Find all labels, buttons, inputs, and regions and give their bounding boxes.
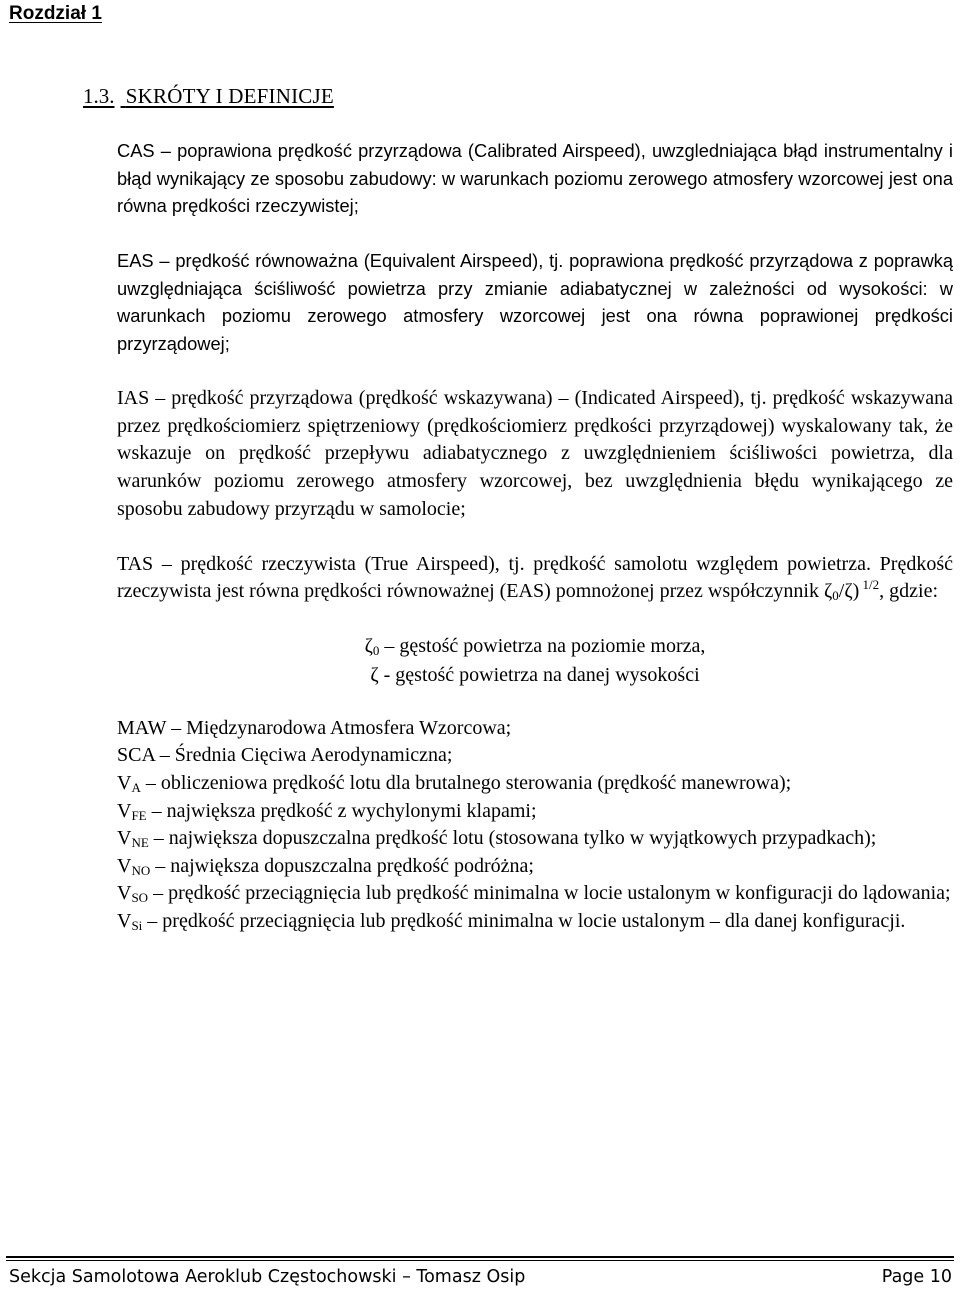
footer-rule-thin bbox=[6, 1260, 954, 1261]
paragraph-tas bbox=[117, 551, 953, 606]
vso-subscript: SO bbox=[131, 890, 149, 906]
section-title: SKRÓTY I DEFINICJE bbox=[125, 84, 334, 108]
vfe-subscript: FE bbox=[131, 807, 147, 823]
tas-ending: , gdzie: bbox=[879, 580, 939, 603]
document-body bbox=[117, 137, 953, 936]
vno-subscript: NO bbox=[131, 862, 151, 878]
definition-maw: MAW – Międzynarodowa Atmosfera Wzorcowa; bbox=[117, 716, 512, 739]
page-number: Page 10 bbox=[881, 1267, 952, 1287]
vsi-subscript: Si bbox=[131, 917, 143, 933]
definition-vfe: $V_{FE}$ – największa prędkość z wychylonymi klapami; bbox=[117, 799, 537, 823]
tas-exponent: 1/2 bbox=[862, 577, 880, 593]
section-number: 1.3. bbox=[83, 84, 115, 108]
tas-text: TAS – prędkość rzeczywista (True Airspeed), tj. prędkość samolotu względem powietrza. Prędkość rzeczywista jest równa prędkości równoważnej (EAS) pomnożonej przez współczynnik bbox=[117, 552, 953, 603]
definition-vne: $V_{NE}$ – największa dopuszczalna prędkość lotu (stosowana tylko w wyjątkowych przypadkach); bbox=[117, 827, 877, 851]
zeta0-subscript: 0 bbox=[372, 642, 380, 658]
chapter-header: Rozdział 1 bbox=[9, 3, 102, 24]
definition-vsi: $V_{Si}$ – prędkość przeciągnięcia lub prędkość minimalna w locie ustalonym – dla danej konfiguracji. bbox=[117, 909, 906, 933]
formula-zeta0 bbox=[117, 632, 953, 661]
va-subscript: A bbox=[131, 780, 141, 795]
definition-vno: $V_{NO}$ – największa dopuszczalna prędkość podróżna; bbox=[117, 854, 534, 878]
vne-subscript: NE bbox=[131, 835, 149, 851]
paragraph-eas: EAS – prędkość równoważna (Equivalent Airspeed), tj. poprawiona prędkość przyrządowa z poprawką uwzględniająca ściśliwość powietrza przy zmianie adiabatycznej w zależności od wysokości: w warunkach poziomu zerowego atmosfery wzorcowej jest ona równa poprawionej prędkości przyrządowej; bbox=[117, 250, 953, 355]
tas-ratio: /ζ) bbox=[838, 580, 860, 603]
page-footer bbox=[9, 1267, 952, 1287]
definition-va: $V_A$ – obliczeniowa prędkość lotu dla brutalnego sterowania (prędkość manewrowa); bbox=[117, 772, 792, 795]
paragraph-cas: CAS – poprawiona prędkość przyrządowa (Calibrated Airspeed), uwzgledniająca błąd instrumentalny i błąd wynikający ze sposobu zabudowy: w warunkach poziomu zerowego atmosfery wzorcowej jest ona równa prędkości rzeczywistej; bbox=[117, 140, 953, 217]
footer-author: Sekcja Samolotowa Aeroklub Częstochowski – Tomasz Osip bbox=[9, 1267, 526, 1287]
zeta0-symbol: ζ bbox=[364, 634, 373, 657]
definitions-list bbox=[117, 715, 953, 936]
paragraph-ias: IAS – prędkość przyrządowa (prędkość wskazywana) – (Indicated Airspeed), tj. prędkość wskazywana przez prędkościomierz spiętrzeniowy (prędkościomierz prędkości przyrządowej) wyskalowany tak, że wskazuje on prędkość przepływu adiabatycznego z uwzględnieniem ściśliwości powietrza, dla warunków poziomu zerowego atmosfery wzorcowej, bez uwzględnienia błędu wynikającego ze sposobu zabudowy przyrządu w samolocie; bbox=[117, 387, 953, 520]
definition-sca: SCA – Średnia Cięciwa Aerodynamiczna; bbox=[117, 744, 453, 767]
tas-zeta-subscript: 0 bbox=[832, 588, 839, 604]
definition-vso: $V_{SO}$ – prędkość przeciągnięcia lub prędkość minimalna w locie ustalonym w konfiguracji do lądowania; bbox=[117, 882, 951, 906]
footer-rule-thick bbox=[6, 1256, 954, 1258]
tas-zeta-symbol: ζ bbox=[823, 580, 833, 603]
zeta0-description: – gęstość powietrza na poziomie morza, bbox=[379, 634, 706, 657]
section-heading bbox=[83, 84, 334, 109]
formula-zeta: ζ - gęstość powietrza na danej wysokości bbox=[370, 663, 700, 686]
